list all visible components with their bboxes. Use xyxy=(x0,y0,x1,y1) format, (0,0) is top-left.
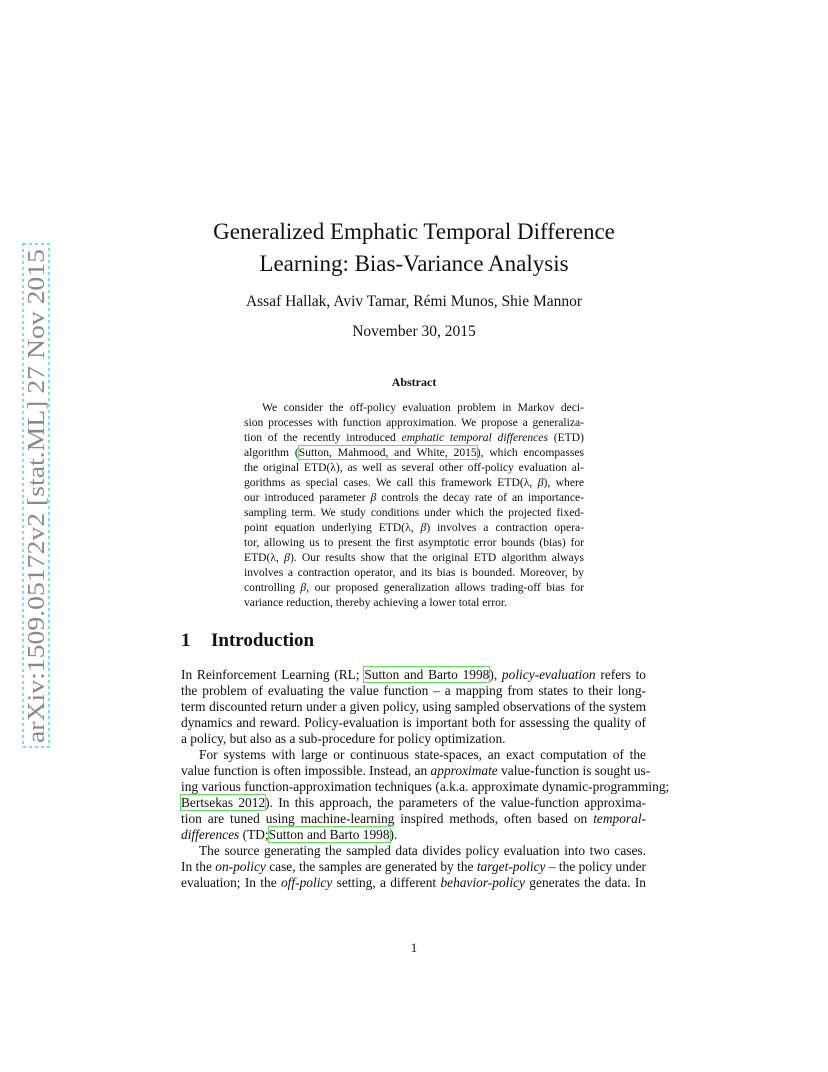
body-line: The source generating the sampled data divides policy evaluation into two cases. xyxy=(199,843,646,858)
citation-link[interactable]: Sutton and Barto 1998 xyxy=(364,667,490,682)
body-line: In the on-policy case, the samples are generated by the target-policy – the policy under xyxy=(181,859,646,874)
abstract-line: sampling term. We study conditions under which the projected fixed- xyxy=(244,506,584,519)
citation-link[interactable]: Sutton, Mahmood, and White, 2015 xyxy=(298,446,477,459)
paper-date: November 30, 2015 xyxy=(352,323,476,340)
arxiv-id-text: arXiv:1509.05172v2 [stat.ML] 27 Nov 2015 xyxy=(24,315,50,743)
paper-authors: Assaf Hallak, Aviv Tamar, Rémi Munos, Shie Mannor xyxy=(245,293,583,310)
abstract-line: variance reduction, thereby achieving a lower total error. xyxy=(244,596,507,609)
body-line: dynamics and reward. Policy-evaluation is important both for assessing the quality of xyxy=(181,715,646,730)
citation-link[interactable]: Sutton and Barto 1998 xyxy=(268,827,390,842)
body-line: ing various function-approximation techniques (a.k.a. approximate dynamic-programming; xyxy=(181,779,670,794)
abstract-heading: Abstract xyxy=(391,375,437,389)
body-line: For systems with large or continuous state-spaces, an exact computation of the xyxy=(199,747,646,762)
abstract-line: involves a contraction operator, and its bias is bounded. Moreover, by xyxy=(244,566,584,579)
abstract-line: the original ETD(λ), as well as several other off-policy evaluation al- xyxy=(244,461,584,474)
abstract-line: gorithms as special cases. We call this framework ETD(λ, β), where xyxy=(244,476,584,489)
abstract-line: our introduced parameter β controls the decay rate of an importance- xyxy=(244,491,584,504)
paper-title-line-1: Generalized Emphatic Temporal Difference xyxy=(213,219,615,244)
abstract-line: controlling β, our proposed generalization allows trading-off bias for xyxy=(244,581,584,594)
arxiv-side-identifier xyxy=(22,243,50,748)
body-line: a policy, but also as a sub-procedure for policy optimization. xyxy=(181,731,506,746)
section-number: 1 xyxy=(181,630,191,651)
paper-title-line-2: Learning: Bias-Variance Analysis xyxy=(259,251,569,276)
abstract-line: point equation underlying ETD(λ, β) involves a contraction opera- xyxy=(244,521,584,534)
body-line: differences (TD;Sutton and Barto 1998). xyxy=(181,827,398,842)
body-line: In Reinforcement Learning (RL; Sutton and Barto 1998), policy-evaluation refers to xyxy=(181,667,646,682)
section-heading xyxy=(181,630,314,652)
citation-link[interactable]: Bertsekas 2012 xyxy=(181,795,266,810)
abstract-line: sion processes with function approximation. We propose a generaliza- xyxy=(244,416,584,429)
abstract-line: ETD(λ, β). Our results show that the original ETD algorithm always xyxy=(244,551,584,564)
body-line: term discounted return under a given policy, using sampled observations of the system xyxy=(181,699,646,714)
body-line: value function is often impossible. Instead, an approximate value-function is sought us- xyxy=(181,763,651,778)
abstract-line: tor, allowing us to present the first asymptotic error bounds (bias) for xyxy=(244,536,584,549)
section-title: Introduction xyxy=(211,630,315,651)
body-line: Bertsekas 2012). In this approach, the parameters of the value-function approxima- xyxy=(181,795,646,810)
abstract-line: tion of the recently introduced emphatic temporal differences (ETD) xyxy=(244,431,584,444)
body-line: evaluation; In the off-policy setting, a different behavior-policy generates the data. In xyxy=(181,875,646,890)
body-line: tion are tuned using machine-learning inspired methods, often based on temporal- xyxy=(181,811,646,826)
page-number: 1 xyxy=(410,940,418,955)
abstract-line: algorithm (Sutton, Mahmood, and White, 2015), which encompasses xyxy=(244,446,584,459)
abstract-line: We consider the off-policy evaluation problem in Markov deci- xyxy=(262,401,584,414)
body-line: the problem of evaluating the value function – a mapping from states to their long- xyxy=(181,683,646,698)
